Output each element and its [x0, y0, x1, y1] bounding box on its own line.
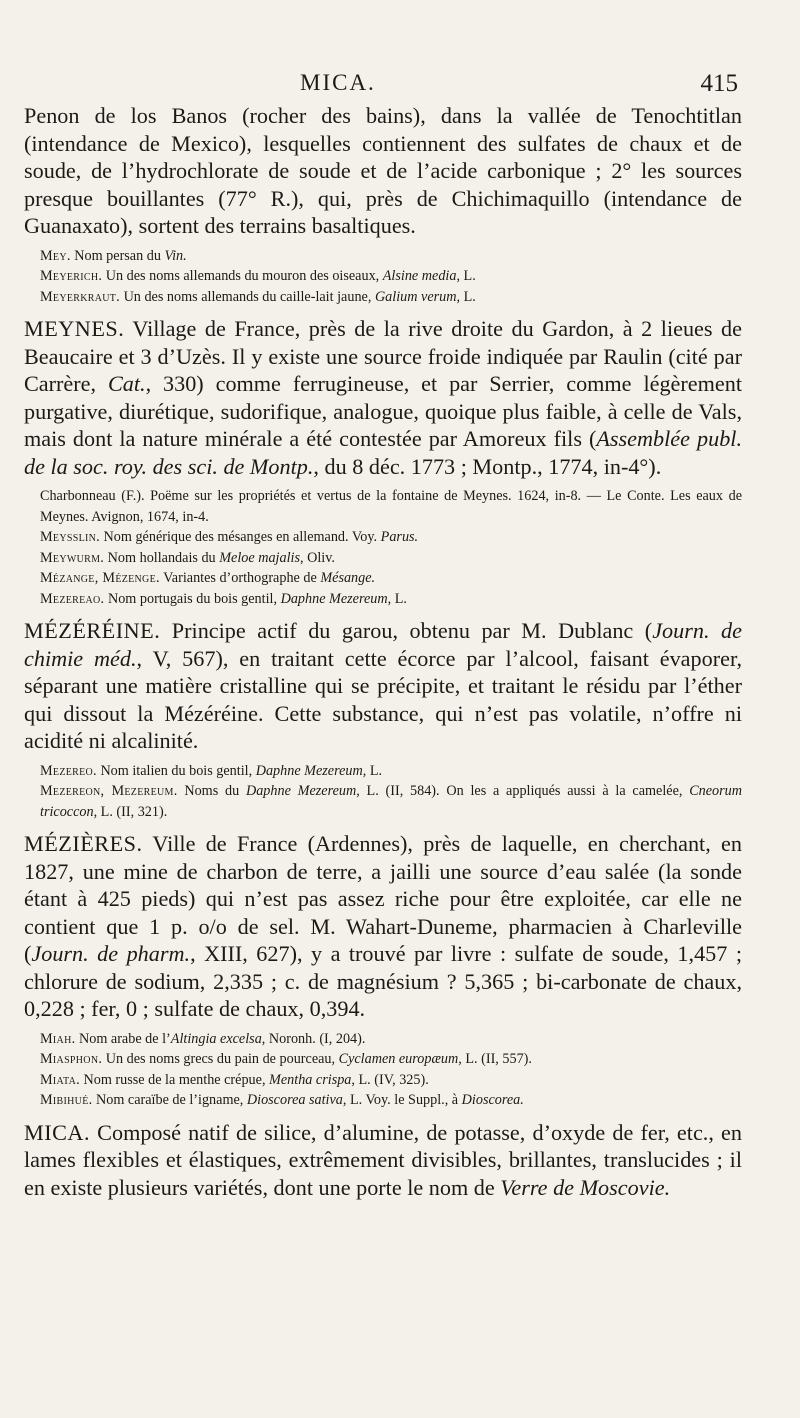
subentry-headword: Mezereo.	[40, 762, 97, 779]
text-run: Nom générique des mésanges en allemand. Voy.	[99, 529, 381, 545]
subentry-headword: Meyerkraut.	[40, 288, 121, 305]
subentry-headword: Miah.	[40, 1030, 76, 1047]
text-run: Noms du	[177, 783, 246, 799]
text-run: , L.	[387, 590, 407, 607]
headword: MICA.	[24, 1119, 90, 1145]
italic-term: Verre de Moscovie.	[500, 1174, 671, 1200]
entry-note	[40, 1070, 742, 1091]
text-run: , L. (II, 584). On les a appliqués aussi à la camelée,	[356, 783, 690, 799]
subentry-headword: Mezereon, Mezereum.	[40, 783, 178, 799]
entry-note	[40, 1049, 742, 1070]
text-run: Nom arabe de l’	[75, 1030, 171, 1047]
text-run: Nom portugais du bois gentil,	[104, 590, 281, 607]
entry-note	[40, 568, 742, 589]
italic-term: Parus.	[380, 529, 419, 545]
italic-term: Dioscorea sativa	[246, 1092, 343, 1108]
text-run: , Noronh. (I, 204).	[261, 1030, 366, 1047]
entry-note	[40, 266, 742, 287]
text-run: Un des noms allemands du caille-lait jaune,	[120, 288, 375, 305]
entry-paragraph	[24, 830, 742, 1023]
italic-term: Meloe majalis	[219, 549, 300, 566]
italic-term: Journ. de pharm.	[31, 941, 191, 966]
page-body	[24, 102, 742, 1201]
text-run: Nom hollandais du	[104, 549, 220, 566]
text-run: Un des noms grecs du pain de pourceau,	[102, 1051, 339, 1067]
text-run: Ville de France (Ardennes), près de laquelle, en cherchant, en 1827, une mine de charbon de terre, a jailli une source d’eau salée (la sonde étant à 425 pieds) qui n’est pas assez riche pour être exploitée, car elle ne contient que 1 p. o/o de sel. M. Wahart-Duneme, pharmacien à Charleville (	[24, 831, 742, 966]
entry-paragraph	[24, 315, 742, 480]
running-head: MICA.	[300, 70, 376, 95]
italic-term: Daphne Mezereum	[280, 590, 388, 607]
text-run: , V, 567), en traitant cette écorce par l’alcool, faisant évaporer, séparant une matière cristalline qui se précipite, et traitant le résidu par l’éther qui dissout la Mézéréine. Cette substance, qui n’est pas volatile, n’offre ni acidité ni alcalinité.	[24, 645, 743, 753]
subentry-headword: Mey.	[40, 247, 71, 264]
italic-term: Mentha crispa	[269, 1071, 352, 1088]
italic-term: Cneorum tricoccon	[40, 783, 743, 820]
text-run: , L.	[362, 762, 383, 779]
text-run: Charbonneau (F.). Poëme sur les propriétés et vertus de la fontaine de Meynes. 1624, in-8. — Le Conte. Les eaux de Meynes. Avignon, 1674, in-4.	[40, 488, 742, 525]
italic-term: Vin.	[164, 247, 187, 264]
entry-note	[40, 1029, 742, 1050]
entry-paragraph	[24, 617, 742, 755]
entry-note	[40, 527, 742, 548]
italic-term: Daphne Mezereum	[245, 783, 357, 799]
page-header	[0, 70, 800, 104]
subentry-headword: Mezereao.	[40, 590, 105, 607]
text-run: , L. Voy. le Suppl., à	[342, 1092, 462, 1108]
text-run: Penon de los Banos (rocher des bains), dans la vallée de Tenochtitlan (intendance de Mexico), lesquelles contiennent des sulfates de chaux et de soude, de l’hydrochlorate de soude et de l’acide carbonique ; 2° les sources presque bouillantes (77° R.), qui, près de Chichimaquillo (intendance de Guanaxato), sortent des terrains basaltiques.	[24, 103, 742, 238]
italic-term: Assemblée publ. de la soc. roy. des sci. de Montp.	[24, 426, 743, 479]
text-run: , L. (IV, 325).	[351, 1071, 429, 1088]
subentry-headword: Miata.	[40, 1071, 80, 1088]
headword: MEYNES.	[24, 316, 125, 341]
subentry-headword: Meysslin.	[40, 529, 100, 545]
subentry-headword: Meywurm.	[40, 549, 105, 566]
text-run: Nom persan du	[70, 247, 165, 264]
italic-term: Dioscorea.	[461, 1092, 524, 1108]
entry-note	[40, 548, 742, 569]
italic-term: Cat.	[107, 371, 146, 396]
text-run: Nom italien du bois gentil,	[96, 762, 256, 779]
italic-term: Mésange.	[320, 570, 376, 586]
text-run: , du 8 déc. 1773 ; Montp., 1774, in-4°).	[313, 453, 662, 479]
text-run: Village de France, près de la rive droite du Gardon, à 2 lieues de Beaucaire et 3 d’Uzès. Il y existe une source froide indiquée par Raulin (cité par Carrère,	[24, 316, 742, 396]
entry-note	[40, 589, 742, 610]
text-run: , L. (II, 321).	[93, 803, 168, 820]
subentry-headword: Miasphon.	[40, 1051, 103, 1067]
text-run: Nom russe de la menthe crépue,	[79, 1071, 270, 1088]
text-run: Nom caraïbe de l’igname,	[92, 1092, 247, 1108]
entry-note	[40, 761, 742, 782]
text-run: Composé natif de silice, d’alumine, de potasse, d’oxyde de fer, etc., en lames flexibles et élastiques, extrêmement divisibles, brillantes, translucides ; il en existe plusieurs variétés, dont une porte le nom de	[24, 1119, 742, 1200]
subentry-headword: Meyerich.	[40, 268, 103, 284]
italic-term: Cyclamen europæum	[338, 1051, 459, 1067]
text-run: , L.	[456, 268, 476, 284]
text-run: , Oliv.	[299, 549, 335, 566]
entry-note	[40, 246, 742, 267]
italic-term: Galium verum	[374, 288, 457, 305]
text-run: Variantes d’orthographe de	[159, 570, 321, 586]
italic-term: Altingia excelsa	[170, 1030, 262, 1047]
text-run: Principe actif du garou, obtenu par M. Dublanc (	[160, 618, 653, 643]
text-run: , 330) comme ferrugineuse, et par Serrier, comme légèrement purgative, diurétique, sudorifique, analogue, quoique plus faible, à celle de Vals, mais dont la nature minérale a été contestée par Amoreux fils (	[24, 371, 742, 451]
italic-term: Daphne Mezereum	[255, 762, 363, 779]
text-run: Un des noms allemands du mouron des oiseaux,	[102, 268, 383, 284]
headword: MÉZIÈRES.	[24, 831, 143, 856]
entry-note	[40, 1090, 742, 1111]
entry-note	[40, 287, 742, 308]
text-run: , L.	[456, 288, 476, 305]
entry-paragraph	[24, 102, 742, 240]
text-run: , XIII, 627), y a trouvé par livre : sulfate de soude, 1,457 ; chlorure de sodium, 2,335 ; c. de magnésium ? 5,365 ; bi-carbonate de chaux, 0,228 ; fer, 0 ; sulfate de chaux, 0,394.	[24, 941, 742, 1021]
entry-paragraph	[24, 1119, 742, 1202]
entry-note	[40, 781, 742, 822]
italic-term: Alsine media	[382, 268, 457, 284]
page-number: 415	[700, 70, 738, 97]
headword: MÉZÉRÉINE.	[24, 618, 161, 643]
entry-note	[40, 486, 742, 527]
italic-term: Journ. de chimie méd.	[24, 618, 742, 671]
text-run: , L. (II, 557).	[458, 1051, 532, 1067]
subentry-headword: Mézange, Mézenge.	[40, 570, 160, 586]
subentry-headword: Mibihué.	[40, 1092, 93, 1108]
